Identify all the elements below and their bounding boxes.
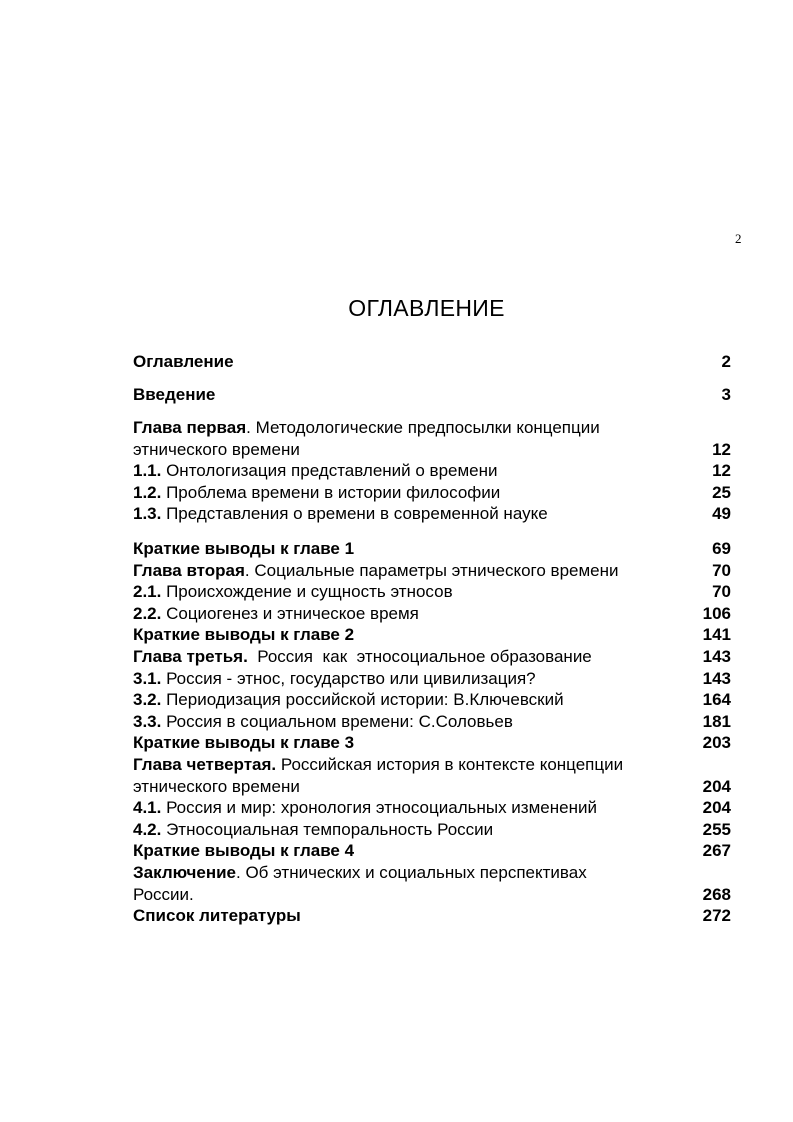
toc-entry-section-3-3[interactable] bbox=[133, 711, 731, 733]
toc-entry-page: 203 bbox=[702, 733, 731, 753]
toc-entry-page: 69 bbox=[712, 539, 731, 558]
section-prefix: 4.1. bbox=[133, 798, 162, 818]
toc-entry-section-4-2[interactable] bbox=[133, 819, 731, 841]
toc-title: ОГЛАВЛЕНИЕ bbox=[348, 295, 505, 321]
toc-entry-page: 267 bbox=[702, 841, 731, 861]
toc-entry-page: 12 bbox=[712, 461, 731, 481]
toc-entry-page: 3 bbox=[721, 384, 731, 404]
toc-entry-page: 143 bbox=[702, 668, 731, 688]
toc-entry-summary-4[interactable] bbox=[133, 840, 731, 862]
toc-entry-page: 106 bbox=[702, 603, 731, 623]
section-title: Проблема времени в истории философии bbox=[161, 482, 501, 502]
toc-entry-label: Краткие выводы к главе 4 bbox=[133, 841, 355, 861]
toc-entry-page: 181 bbox=[702, 711, 731, 731]
chapter-prefix: Глава четвертая. bbox=[133, 754, 277, 774]
toc-entry-page: 12 bbox=[712, 439, 731, 459]
section-prefix: 3.1. bbox=[133, 668, 162, 688]
toc-entry-label bbox=[133, 689, 564, 711]
toc-entry-label bbox=[133, 581, 453, 603]
toc-entry-page: 70 bbox=[712, 582, 731, 602]
toc-entry-label bbox=[133, 482, 500, 504]
section-title: Периодизация российской истории: В.Ключевский bbox=[161, 690, 564, 710]
toc-entry-label: Оглавление bbox=[133, 352, 234, 371]
toc-entry-page: 272 bbox=[702, 906, 731, 926]
toc-entry-page: 164 bbox=[702, 690, 731, 710]
toc-entry-label bbox=[133, 711, 513, 733]
section-title: Представления о времени в современной науке bbox=[161, 504, 548, 524]
section-title: Происхождение и сущность этносов bbox=[161, 582, 453, 602]
toc-entry-label: Краткие выводы к главе 1 bbox=[133, 539, 355, 558]
section-prefix: 2.1. bbox=[133, 582, 162, 602]
section-title: Россия в социальном времени: С.Соловьев bbox=[161, 711, 513, 731]
section-prefix: 1.3. bbox=[133, 504, 162, 524]
toc-entry-conclusion-cont[interactable] bbox=[133, 884, 731, 906]
chapter-title: . Социальные параметры этнического времени bbox=[244, 560, 619, 580]
chapter-prefix: Глава третья. bbox=[133, 646, 248, 666]
toc-entry-page: 49 bbox=[712, 504, 731, 524]
toc-entry-introduction[interactable] bbox=[133, 384, 731, 406]
toc-entry-section-1-2[interactable] bbox=[133, 482, 731, 504]
toc-entry-page: 255 bbox=[702, 819, 731, 839]
toc-entry-label bbox=[133, 819, 493, 841]
toc-block-chapter-1 bbox=[133, 417, 731, 525]
chapter-prefix: Глава первая bbox=[133, 418, 247, 437]
toc-entry-label bbox=[133, 797, 597, 819]
toc-entry-label bbox=[133, 646, 592, 668]
section-title: Социогенез и этническое время bbox=[161, 603, 419, 623]
chapter-prefix: Заключение bbox=[133, 862, 236, 882]
section-prefix: 1.1. bbox=[133, 461, 162, 481]
toc-entry-chapter-4-cont[interactable] bbox=[133, 776, 731, 798]
toc-entry-label: Краткие выводы к главе 3 bbox=[133, 733, 355, 753]
toc-entry-conclusion[interactable] bbox=[133, 862, 731, 884]
section-prefix: 1.2. bbox=[133, 482, 162, 502]
toc-entry-label bbox=[133, 603, 419, 625]
toc-entry-page: 268 bbox=[702, 884, 731, 904]
chapter-title: . Методологические предпосылки концепции bbox=[246, 418, 600, 437]
chapter-title: . Об этнических и социальных перспективах bbox=[236, 862, 587, 882]
toc-entry-chapter-1[interactable] bbox=[133, 417, 731, 439]
section-title: Россия - этнос, государство или цивилизация? bbox=[161, 668, 536, 688]
toc-entry-page: 70 bbox=[712, 560, 731, 580]
toc-entry-section-2-1[interactable] bbox=[133, 581, 731, 603]
toc-entry-chapter-1-cont[interactable] bbox=[133, 439, 731, 461]
toc-entry-section-4-1[interactable] bbox=[133, 797, 731, 819]
section-prefix: 4.2. bbox=[133, 819, 162, 839]
toc-entry-page: 143 bbox=[702, 646, 731, 666]
toc-entry-label: Краткие выводы к главе 2 bbox=[133, 625, 355, 645]
toc-entry-label bbox=[133, 754, 623, 776]
toc-entry-contents[interactable] bbox=[133, 351, 731, 373]
section-prefix: 2.2. bbox=[133, 603, 162, 623]
toc-entry-chapter-4[interactable] bbox=[133, 754, 731, 776]
toc-block-front bbox=[133, 351, 731, 405]
toc-entry-summary-1[interactable] bbox=[133, 538, 731, 560]
chapter-title: Россия как этносоциальное образование bbox=[247, 646, 592, 666]
toc-entry-bibliography[interactable] bbox=[133, 905, 731, 927]
toc-entry-page: 204 bbox=[702, 798, 731, 818]
toc-entry-label bbox=[133, 460, 498, 482]
chapter-title-cont: этнического времени bbox=[133, 439, 300, 459]
chapter-prefix: Глава вторая bbox=[133, 560, 245, 580]
toc-entry-label: Список литературы bbox=[133, 906, 301, 926]
page-number: 2 bbox=[735, 231, 742, 246]
toc-entry-label bbox=[133, 668, 536, 690]
toc-entry-section-3-2[interactable] bbox=[133, 689, 731, 711]
toc-entry-chapter-2[interactable] bbox=[133, 560, 731, 582]
toc-entry-page: 2 bbox=[721, 352, 731, 371]
toc-block-main bbox=[133, 538, 731, 927]
toc-entry-section-2-2[interactable] bbox=[133, 603, 731, 625]
toc-entry-label bbox=[133, 862, 587, 884]
section-title: Россия и мир: хронология этносоциальных изменений bbox=[161, 798, 597, 818]
toc-entry-page: 25 bbox=[712, 482, 731, 502]
section-prefix: 3.2. bbox=[133, 690, 162, 710]
section-prefix: 3.3. bbox=[133, 711, 162, 731]
chapter-title-cont: России. bbox=[133, 884, 194, 904]
toc-entry-label bbox=[133, 560, 619, 582]
section-title: Онтологизация представлений о времени bbox=[161, 461, 498, 481]
section-title: Этносоциальная темпоральность России bbox=[161, 819, 494, 839]
toc-entry-section-1-3[interactable] bbox=[133, 503, 731, 525]
toc-entry-page: 204 bbox=[702, 776, 731, 796]
toc-entry-section-1-1[interactable] bbox=[133, 460, 731, 482]
toc-entry-label: Введение bbox=[133, 384, 216, 404]
toc-entry-summary-2[interactable] bbox=[133, 624, 731, 646]
toc-entry-label bbox=[133, 417, 600, 439]
toc-entry-page: 141 bbox=[702, 625, 731, 645]
toc-entry-summary-3[interactable] bbox=[133, 732, 731, 754]
toc-entry-section-3-1[interactable] bbox=[133, 668, 731, 690]
toc-entry-label bbox=[133, 503, 548, 525]
toc-entry-chapter-3[interactable] bbox=[133, 646, 731, 668]
chapter-title-cont: этнического времени bbox=[133, 776, 300, 796]
chapter-title: Российская история в контексте концепции bbox=[276, 754, 624, 774]
